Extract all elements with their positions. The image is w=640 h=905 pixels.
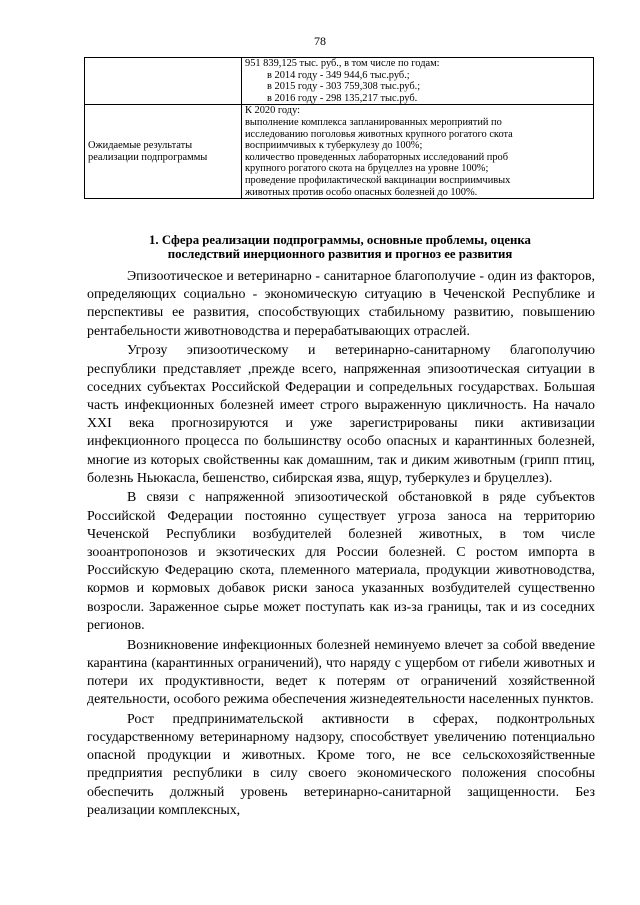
paragraph: Угрозу эпизоотическому и ветеринарно-санитарному благополучию республики представляет ,прежде всего, напряженная эпизоотическая ситуации в соседних субъектах Российской Федерации и сопредельных государствах. Большая часть инфекционных болезней имеет строго выраженную цикличность. На начало XXI века прогнозируются и уже зарегистрированы пики активизации инфекционного процесса по большинству особо опасных и карантинных болезней, многие из которых свойственны как домашним, так и диким животным (грипп птиц, болезнь Ньюкасла, бешенство, сибирская язва, ящур, туберкулез и бруцеллез). [87,343,595,486]
body-text [87,268,595,822]
paragraph: Эпизоотическое и ветеринарно - санитарное благополучие - один из факторов, определяющих социально - экономическую ситуацию в Чеченской Республике и перспективы ее развития, способствующих стабильному развитию, повышению рентабельности животноводства и перерабатывающих отраслей. [87,269,595,339]
table-row [85,105,594,199]
paragraph: Возникновение инфекционных болезней неминуемо влечет за собой введение карантина (карантинных ограничений), что наряду с ущербом от гибели животных и потери их продуктивности, ведет к потерям от ограничений хозяйственной деятельности, особого режима обеспечения жизнедеятельности населенных пунктов. [87,637,595,708]
table-cell-label [85,58,242,105]
result-line: восприимчивых к туберкулезу до 100%; [245,140,423,152]
funding-total: 951 839,125 тыс. руб., в том числе по годам: [245,58,440,69]
subprogram-passport-table [84,57,594,199]
result-line: исследованию поголовья животных крупного рогатого скота [245,128,513,140]
table-row [85,58,594,105]
result-line: животных против особо опасных болезней до 100%. [245,186,478,198]
section-heading-line: 1. Сфера реализации подпрограммы, основные проблемы, оценка [149,233,531,247]
result-line: количество проведенных лабораторных исследований проб [245,151,509,163]
table-cell-label-results: Ожидаемые результаты реализации подпрограммы [85,105,242,199]
section-heading-line: последствий инерционного развития и прогноз ее развития [167,246,513,261]
result-line: выполнение комплекса запланированных мероприятий по [245,116,502,128]
page-number: 78 [314,34,326,48]
funding-2014: в 2014 году - 349 944,6 тыс.руб.; [267,69,410,81]
paragraph: В связи с напряженной эпизоотической обстановкой в ряде субъектов Российской Федерации постоянно существует угроза заноса на территорию Чеченской Республики возбудителей болезней животных, в том числе зооантропонозов и экзотических для России болезней. С ростом импорта в Российскую Федерацию скота, племенного материала, продукции животноводства, кормов и кормовых добавок риски заноса указанных возбудителей существенно возросли. Зараженное сырье может поступать как из-за границы, так и из соседних регионов. [87,490,595,633]
table-cell-results [242,105,594,199]
result-line: К 2020 году: [245,105,301,117]
funding-2015: в 2015 году - 303 759,308 тыс.руб.; [267,81,421,93]
section-heading [90,234,590,261]
paragraph: Рост предпринимательской активности в сферах, подконтрольных государственному ветеринарному надзору, способствует увеличению потенциально опасной продукции и животных. Кроме того, не все сельскохозяйственные предприятия республики в силу своего экономического положения способны обеспечить должный уровень ветеринарно-санитарной защищенности. Без реализации комплексных, [87,711,595,818]
table-cell-funding [242,58,594,105]
funding-2016: в 2016 году - 298 135,217 тыс.руб. [267,92,418,104]
result-line: проведение профилактической вакцинации восприимчивых [245,174,511,186]
result-line: крупного рогатого скота на бруцеллез на уровне 100%; [245,163,489,175]
